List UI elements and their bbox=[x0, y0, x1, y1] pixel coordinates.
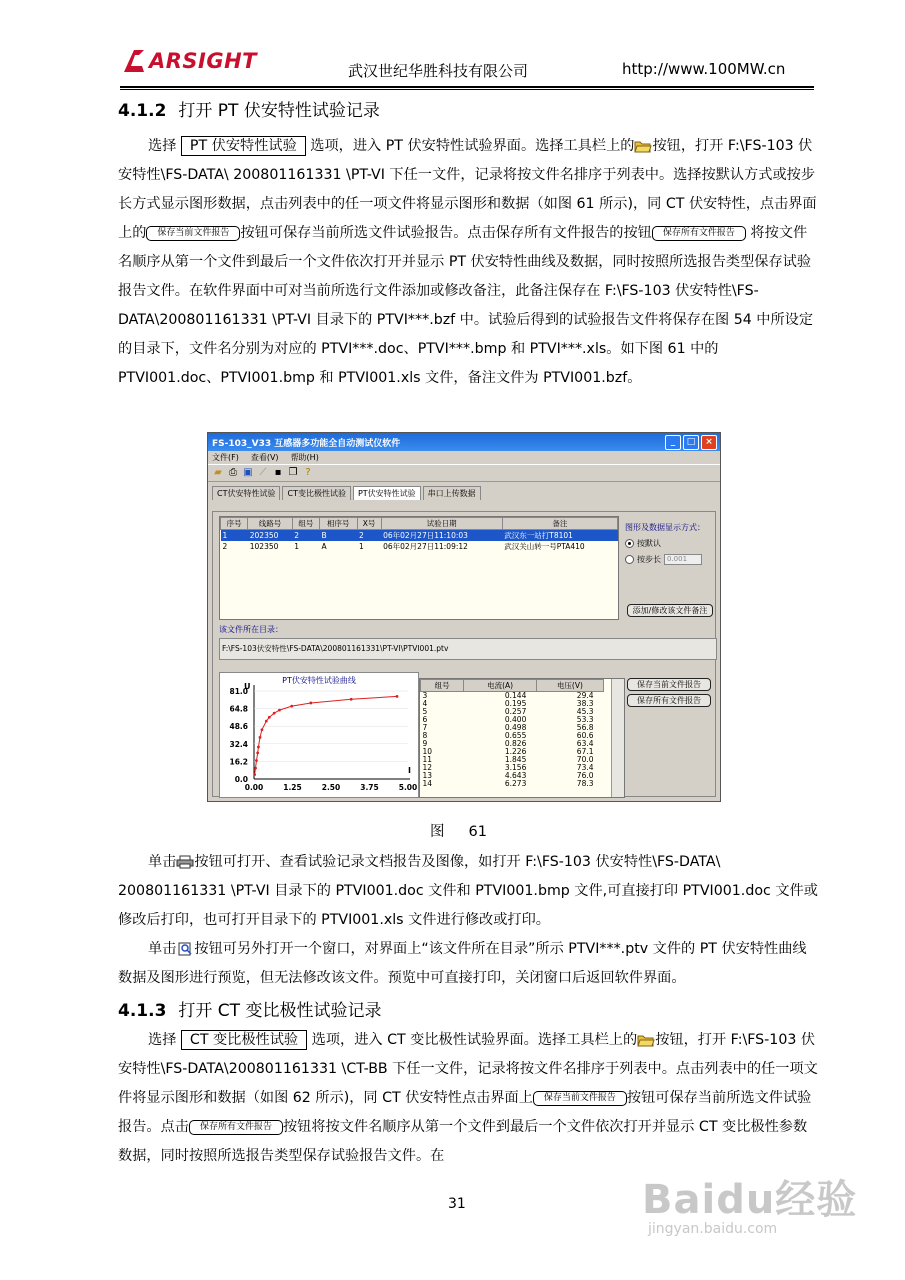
data-point bbox=[257, 746, 260, 749]
text: 选择 bbox=[148, 138, 177, 154]
text: 按钮可保存当前所选文件试验报告。点击保存所有文件报告的按钮 bbox=[240, 225, 652, 241]
y-axis-label: U bbox=[244, 682, 251, 691]
radio-step[interactable] bbox=[625, 554, 713, 565]
company-name: 武汉世纪华胜科技有限公司 bbox=[348, 62, 529, 80]
cell: 102350 bbox=[249, 542, 279, 551]
text: 按钮，打开 F:\FS-103 伏安特性\FS-DATA\ 200801161331 \PT-VI 下任一文件，记录将按文件名排序于列表中。选择按默认方式或按步长方式显示图形数据，点击列表中的任一项文件将显示图形和数据（如图 61 所示)，同 CT 伏安特性，点击界面上的 bbox=[118, 138, 817, 241]
company-url: http://www.100MW.cn bbox=[622, 60, 786, 78]
cell: 3 bbox=[422, 691, 428, 700]
menu-file[interactable]: 文件(F) bbox=[212, 453, 239, 462]
table-row[interactable] bbox=[221, 541, 618, 552]
col-header: 试验日期 bbox=[381, 518, 502, 530]
y-tick-label: 0.0 bbox=[234, 775, 248, 784]
cell: 53.3 bbox=[576, 715, 594, 724]
ct-option-box: CT 变比极性试验 bbox=[181, 1030, 307, 1050]
company-logo bbox=[122, 46, 257, 76]
section-number: 4.1.2 bbox=[118, 101, 167, 121]
x-tick-label: 1.25 bbox=[283, 783, 302, 792]
cell: 73.4 bbox=[576, 763, 594, 772]
text: 按钮可保存当前所选文件试验报告。点击 bbox=[118, 1090, 812, 1135]
save-all-reports-button-inline: 保存所有文件报告 bbox=[189, 1120, 283, 1135]
col-header: 组号 bbox=[421, 680, 464, 692]
x-tick-label: 0.00 bbox=[244, 783, 264, 792]
cell: 2 bbox=[357, 530, 381, 542]
watermark-brand: Baidu经验 bbox=[642, 1177, 858, 1223]
app-tabs bbox=[208, 482, 720, 500]
chart-title: PT伏安特性试验曲线 bbox=[282, 676, 356, 685]
text: 将按文件名顺序从第一个文件到最后一个文件依次打开并显示 PT 伏安特性曲线及数据，同时按照所选报告类型保存试验报告文件。在软件界面中可对当前所选行文件添加或修改备注，此备注保存在 F:\FS-103 伏安特性\FS-DATA\200801161331 \PT-VI 目录下的 PTVI***.bzf 中。试验后得到的试验报告文件将保存在图 54 中所设定的目录下，文件名分别为对应的 PTVI***.doc、PTVI***.bmp 和 PTVI***.xls。如下图 61 中的 PTVI001.doc、PTVI001.bmp 和 PTVI001.xls 文件，备注文件为 PTVI001.bzf。 bbox=[118, 225, 814, 386]
open-folder-icon[interactable]: ▰ bbox=[214, 467, 222, 478]
cell: 76.0 bbox=[576, 771, 594, 780]
scrollbar[interactable] bbox=[611, 679, 624, 797]
x-tick-label: 3.75 bbox=[360, 783, 379, 792]
cell: 7 bbox=[422, 723, 428, 732]
cell: 63.4 bbox=[576, 739, 594, 748]
chart-svg bbox=[220, 673, 418, 797]
cell: A bbox=[321, 542, 327, 551]
cell: 4 bbox=[422, 699, 428, 708]
menu-view[interactable]: 查看(V) bbox=[250, 453, 279, 462]
print-icon[interactable]: ⎙ bbox=[229, 467, 237, 478]
cell: 6 bbox=[422, 715, 428, 724]
cell: 武汉关山转一号PTA410 bbox=[504, 542, 585, 551]
col-header: 组号 bbox=[292, 518, 319, 530]
x-axis-label: I bbox=[408, 766, 411, 775]
cell: 45.3 bbox=[576, 707, 594, 716]
save-all-reports-button[interactable]: 保存所有文件报告 bbox=[627, 694, 711, 707]
cell: 60.6 bbox=[576, 731, 594, 740]
cell: 13 bbox=[422, 771, 433, 780]
maximize-icon[interactable]: □ bbox=[683, 435, 699, 450]
save-current-report-button[interactable]: 保存当前文件报告 bbox=[627, 678, 711, 691]
dir-value: F:\FS-103伏安特性\FS-DATA\200801161331\PT-VI\PTVI001.ptv bbox=[219, 638, 717, 660]
tab-pt-va[interactable]: PT伏安特性试验 bbox=[353, 486, 421, 500]
x-tick-label: 5.00 bbox=[398, 783, 418, 792]
cell: 1 bbox=[294, 542, 300, 551]
watermark bbox=[642, 1168, 857, 1237]
section-heading-4-1-2 bbox=[118, 96, 380, 121]
print-paragraph bbox=[118, 848, 818, 993]
series-line bbox=[255, 696, 397, 774]
open-folder-icon bbox=[637, 1033, 655, 1047]
cell: 14 bbox=[422, 779, 433, 788]
section-title: 打开 CT 变比极性试验记录 bbox=[178, 1001, 382, 1021]
y-tick-label: 81.0 bbox=[229, 687, 248, 696]
cell: 56.8 bbox=[576, 723, 594, 732]
cell: 06年02月27日11:09:12 bbox=[383, 542, 468, 551]
cell: 武汉东一站打T8101 bbox=[502, 530, 617, 542]
text: 按钮，打开 F:\FS-103 伏安特性\FS-DATA\200801161331 \CT-BB 下任一文件，记录将按文件名排序于列表中。点击列表中的任一项文件将显示图形和数据（如图 62 所示)，同 CT 伏安特性点击界面上 bbox=[118, 1032, 818, 1106]
radio-selected-icon[interactable] bbox=[625, 539, 634, 548]
text: 单击 bbox=[148, 854, 177, 870]
cell: 1.226 bbox=[504, 747, 527, 756]
col-header: 相序号 bbox=[320, 518, 358, 530]
step-input[interactable]: 0.001 bbox=[664, 554, 702, 565]
copy-icon[interactable]: ❐ bbox=[288, 467, 298, 478]
header-rule bbox=[120, 86, 814, 88]
data-point bbox=[350, 698, 353, 701]
cell: 29.4 bbox=[576, 691, 594, 700]
menu-help[interactable]: 帮助(H) bbox=[290, 453, 319, 462]
col-header: X号 bbox=[357, 518, 381, 530]
display-mode-title: 图形及数据显示方式： bbox=[625, 523, 705, 532]
cell: 1 bbox=[359, 542, 364, 551]
tab-ct-ratio[interactable]: CT变比极性试验 bbox=[282, 486, 350, 500]
data-point bbox=[309, 702, 312, 705]
radio-label: 按步长 bbox=[637, 555, 661, 564]
cell: 0.400 bbox=[504, 715, 527, 724]
table-row[interactable] bbox=[221, 530, 618, 542]
cell: 3.156 bbox=[504, 763, 527, 772]
dir-label: 该文件所在目录： bbox=[219, 625, 283, 634]
open-folder-icon bbox=[634, 139, 652, 153]
save-all-reports-button-inline: 保存所有文件报告 bbox=[652, 226, 746, 241]
col-header: 电流(A) bbox=[464, 680, 537, 692]
y-tick-label: 64.8 bbox=[229, 704, 248, 714]
cell: 0.655 bbox=[504, 731, 527, 740]
section2-paragraph bbox=[118, 1026, 818, 1171]
radio-label: 按默认 bbox=[637, 539, 661, 548]
data-point bbox=[278, 709, 281, 712]
file-list-table bbox=[219, 516, 619, 620]
save-current-report-button-inline: 保存当前文件报告 bbox=[533, 1091, 627, 1106]
cell: 12 bbox=[422, 763, 433, 772]
tab-serial-upload[interactable]: 串口上传数据 bbox=[423, 486, 481, 500]
logo-text: ARSIGHT bbox=[149, 49, 257, 73]
radio-default[interactable] bbox=[625, 538, 713, 549]
print-icon bbox=[176, 855, 194, 869]
app-window-screenshot bbox=[207, 432, 721, 802]
cell: 1 bbox=[221, 530, 248, 542]
col-header: 序号 bbox=[221, 518, 248, 530]
y-tick-label: 32.4 bbox=[229, 739, 248, 749]
data-point bbox=[255, 759, 258, 762]
data-point bbox=[268, 716, 271, 719]
text: 选项，进入 PT 伏安特性试验界面。选择工具栏上的 bbox=[310, 138, 635, 154]
data-row[interactable] bbox=[421, 780, 604, 788]
tab-ct-va[interactable]: CT伏安特性试验 bbox=[212, 486, 280, 500]
text: 按钮可打开、查看试验记录文档报告及图像，如打开 F:\FS-103 伏安特性\FS-DATA\ 200801161331 \PT-VI 目录下的 PTVI001.doc 文件和 PTVI001.bmp 文件,可直接打印 PTVI001.doc 文件或修改后打印，也可打开目录下的 PTVI001.xls 文件进行修改或打印。 bbox=[118, 854, 818, 928]
cell: B bbox=[320, 530, 358, 542]
figure-caption bbox=[430, 820, 487, 841]
edit-note-button[interactable]: 添加/修改该文件备注 bbox=[627, 604, 713, 617]
data-point bbox=[256, 752, 259, 755]
cell: 10 bbox=[422, 747, 433, 756]
data-point bbox=[396, 695, 399, 698]
cell: 0.826 bbox=[504, 739, 527, 748]
cell: 11 bbox=[422, 755, 433, 764]
app-title: FS-103_V33 互感器多功能全自动测试仪软件 bbox=[212, 438, 401, 449]
cell: 5 bbox=[422, 707, 428, 716]
data-point bbox=[254, 767, 257, 770]
section-heading-4-1-3 bbox=[118, 996, 381, 1021]
preview-icon[interactable]: ▣ bbox=[243, 467, 253, 478]
cell: 4.643 bbox=[504, 771, 527, 780]
cell: 38.3 bbox=[576, 699, 594, 708]
cell: 9 bbox=[422, 739, 428, 748]
data-point bbox=[261, 728, 264, 731]
caption-number: 61 bbox=[468, 824, 487, 840]
cell: 70.0 bbox=[576, 755, 594, 764]
cell: 0.257 bbox=[504, 707, 527, 716]
data-point bbox=[253, 773, 256, 776]
radio-icon[interactable] bbox=[625, 555, 634, 564]
col-header: 线路号 bbox=[248, 518, 293, 530]
section-number: 4.1.3 bbox=[118, 1001, 167, 1021]
caption-label: 图 bbox=[430, 824, 445, 840]
cell: 78.3 bbox=[576, 779, 594, 788]
cell: 8 bbox=[422, 731, 428, 740]
section1-paragraph bbox=[118, 132, 818, 393]
save-icon[interactable]: ▪ bbox=[274, 467, 282, 478]
chart-icon[interactable]: ⟋ bbox=[259, 467, 267, 478]
data-point bbox=[265, 720, 268, 723]
cell: 6.273 bbox=[504, 779, 527, 788]
watermark-url: jingyan.baidu.com bbox=[648, 1221, 778, 1237]
cell: 0.195 bbox=[504, 699, 527, 708]
app-toolbar bbox=[208, 464, 720, 482]
y-tick-label: 16.2 bbox=[229, 757, 248, 767]
cell: 1.845 bbox=[504, 755, 527, 764]
cell: 202350 bbox=[248, 530, 293, 542]
display-mode-group bbox=[625, 522, 713, 596]
data-point bbox=[290, 705, 293, 708]
minimize-icon[interactable]: _ bbox=[665, 435, 681, 450]
cell: 06年02月27日11:10:03 bbox=[381, 530, 502, 542]
header-rule-thin bbox=[120, 89, 814, 90]
page-number: 31 bbox=[448, 1196, 466, 1212]
help-icon[interactable]: ? bbox=[305, 467, 311, 478]
app-menubar bbox=[208, 451, 720, 464]
data-point bbox=[259, 736, 262, 739]
x-tick-label: 2.50 bbox=[321, 783, 341, 792]
data-table bbox=[419, 678, 625, 798]
text: 按钮可另外打开一个窗口，对界面上“该文件所在目录”所示 PTVI***.ptv 文件的 PT 伏安特性曲线数据及图形进行预览，但无法修改该文件。预览中可直接打印，关闭窗口后返回软件界面。 bbox=[118, 941, 807, 986]
preview-icon bbox=[176, 942, 194, 956]
cell: 2 bbox=[222, 542, 228, 551]
col-header: 备注 bbox=[502, 518, 617, 530]
tab-panel bbox=[212, 511, 716, 797]
app-titlebar bbox=[208, 433, 720, 451]
text: 选择 bbox=[148, 1032, 177, 1048]
cell: 0.144 bbox=[504, 691, 527, 700]
pt-option-box: PT 伏安特性试验 bbox=[181, 136, 306, 156]
logo-mark-icon bbox=[122, 48, 148, 74]
close-icon[interactable]: × bbox=[701, 435, 717, 450]
y-tick-label: 48.6 bbox=[229, 722, 248, 732]
cell: 2 bbox=[292, 530, 319, 542]
col-header: 电压(V) bbox=[536, 680, 603, 692]
cell: 0.498 bbox=[504, 723, 527, 732]
text: 按钮将按文件名顺序从第一个文件到最后一个文件依次打开并显示 CT 变比极性参数数据，同时按照所选报告类型保存试验报告文件。在 bbox=[118, 1119, 808, 1164]
cell: 67.1 bbox=[576, 747, 594, 756]
text: 单击 bbox=[148, 941, 177, 957]
save-current-report-button-inline: 保存当前文件报告 bbox=[146, 226, 240, 241]
va-curve-chart bbox=[219, 672, 419, 798]
section-title: 打开 PT 伏安特性试验记录 bbox=[178, 101, 380, 121]
text: 选项，进入 CT 变比极性试验界面。选择工具栏上的 bbox=[311, 1032, 638, 1048]
data-point bbox=[273, 712, 276, 715]
